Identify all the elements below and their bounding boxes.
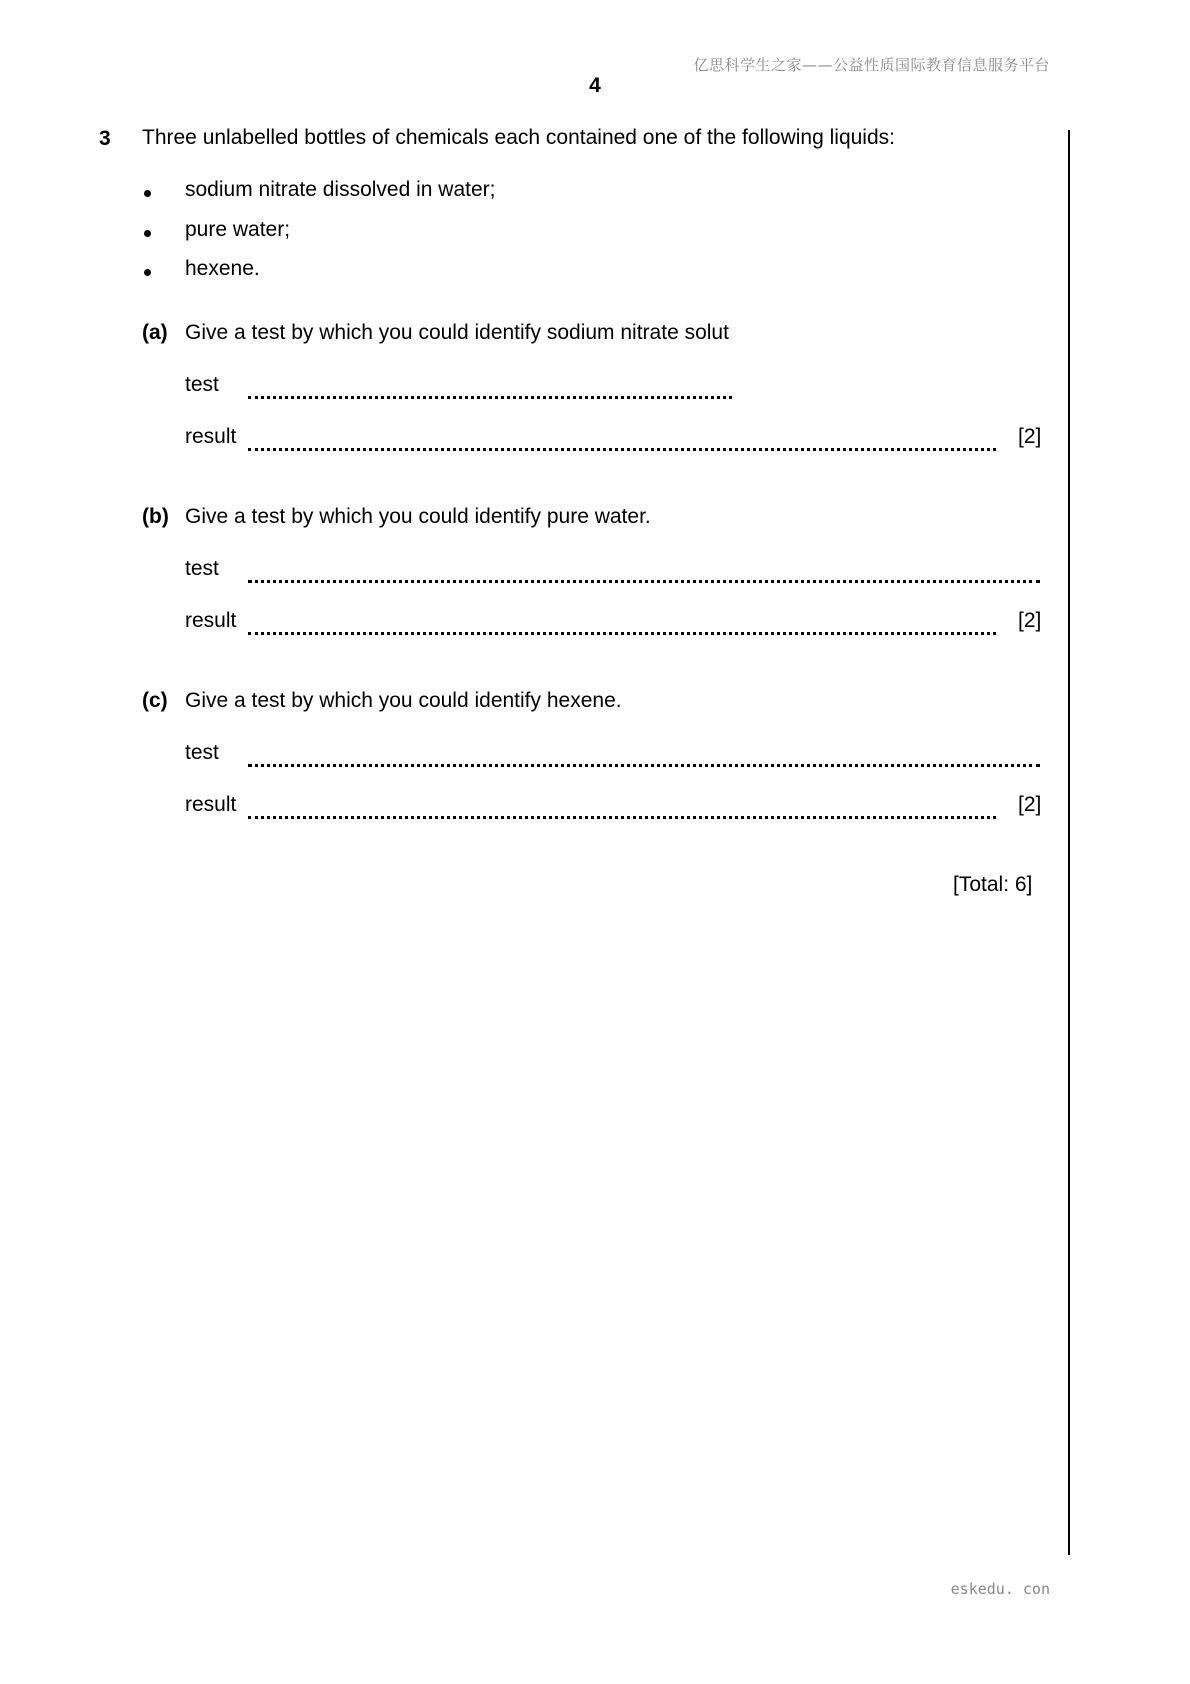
part-a-test-label: test bbox=[185, 373, 219, 396]
part-b-result-answer-line[interactable] bbox=[248, 632, 996, 635]
part-c-test-label: test bbox=[185, 741, 219, 764]
part-a-text: Give a test by which you could identify sodium nitrate solut bbox=[185, 321, 729, 344]
part-a-result-answer-line[interactable] bbox=[248, 448, 996, 451]
part-b-test-label: test bbox=[185, 557, 219, 580]
part-a-result-label: result bbox=[185, 425, 237, 448]
part-b-label: (b) bbox=[142, 505, 169, 528]
part-c-text: Give a test by which you could identify hexene. bbox=[185, 689, 622, 712]
bullet-icon bbox=[144, 230, 151, 237]
part-c-result-answer-line[interactable] bbox=[248, 816, 996, 819]
part-a-test-answer-line[interactable] bbox=[248, 396, 732, 399]
part-c-label: (c) bbox=[142, 689, 168, 712]
part-b-test-answer-line[interactable] bbox=[248, 580, 1040, 583]
part-a-label: (a) bbox=[142, 321, 168, 344]
liquid-item: sodium nitrate dissolved in water; bbox=[185, 178, 496, 201]
bullet-icon bbox=[144, 269, 151, 276]
part-c-test-answer-line[interactable] bbox=[248, 764, 1040, 767]
total-marks: [Total: 6] bbox=[953, 873, 1033, 896]
question-number: 3 bbox=[99, 127, 111, 150]
part-c-result-label: result bbox=[185, 793, 237, 816]
part-c-marks: [2] bbox=[1018, 793, 1042, 816]
header-watermark: 亿思科学生之家——公益性质国际教育信息服务平台 bbox=[693, 56, 1050, 74]
margin-line bbox=[1068, 130, 1070, 1555]
part-b-marks: [2] bbox=[1018, 609, 1042, 632]
part-b-result-label: result bbox=[185, 609, 237, 632]
liquid-item: hexene. bbox=[185, 257, 260, 280]
question-text: Three unlabelled bottles of chemicals each contained one of the following liquids: bbox=[142, 126, 895, 149]
footer-watermark: eskedu. con bbox=[950, 1580, 1050, 1598]
part-a-marks: [2] bbox=[1018, 425, 1042, 448]
bullet-icon bbox=[144, 190, 151, 197]
page-number: 4 bbox=[589, 74, 601, 97]
liquid-item: pure water; bbox=[185, 218, 291, 241]
part-b-text: Give a test by which you could identify pure water. bbox=[185, 505, 651, 528]
